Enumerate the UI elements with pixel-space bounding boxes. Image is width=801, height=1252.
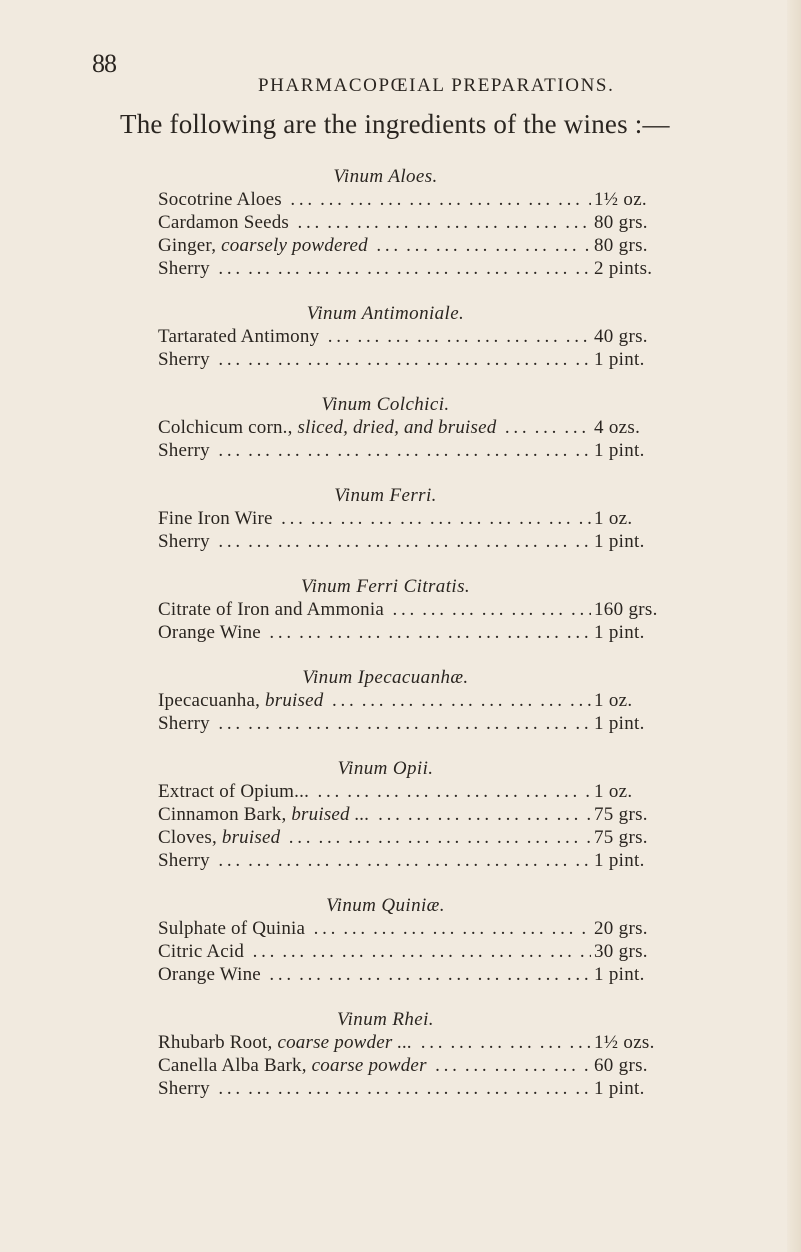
ingredient-quantity: 1 pint. bbox=[594, 1078, 645, 1099]
page-number: 88 bbox=[92, 49, 116, 78]
ingredient-row bbox=[158, 507, 773, 530]
ingredient-line bbox=[158, 1055, 591, 1076]
ingredient-name: Sherry bbox=[158, 258, 210, 279]
ingredient-quantity: 30 grs. bbox=[594, 941, 648, 962]
ingredient-name: Canella Alba Bark, bbox=[158, 1055, 307, 1076]
ingredient-row bbox=[158, 621, 773, 644]
ingredient-name: Sherry bbox=[158, 850, 210, 871]
ingredient-row bbox=[158, 348, 773, 371]
ingredient-cell bbox=[158, 1077, 591, 1100]
ingredient-quantity: 160 grs. bbox=[594, 599, 658, 620]
ingredient-name: Cinnamon Bark, bbox=[158, 804, 287, 825]
ingredient-cell bbox=[158, 803, 591, 826]
ingredient-line bbox=[158, 349, 591, 370]
ingredient-line bbox=[158, 531, 591, 552]
recipe-block bbox=[158, 393, 773, 462]
ingredient-quantity: 1 pint. bbox=[594, 850, 645, 871]
ingredient-line bbox=[158, 258, 591, 279]
recipe-title: Vinum Ferri. bbox=[334, 485, 437, 506]
ingredient-quantity: 75 grs. bbox=[594, 804, 648, 825]
ingredient-name: Fine Iron Wire bbox=[158, 508, 273, 529]
recipe-title: Vinum Colchici. bbox=[321, 394, 450, 415]
ingredient-name: Sulphate of Quinia bbox=[158, 918, 306, 939]
recipe-block bbox=[158, 165, 773, 280]
ingredient-note: coarsely powdered bbox=[221, 235, 368, 256]
recipe-block bbox=[158, 666, 773, 735]
ingredient-name: Ginger, bbox=[158, 235, 217, 256]
ingredient-line bbox=[158, 804, 591, 825]
ingredient-line bbox=[158, 713, 591, 734]
ingredient-row bbox=[158, 598, 773, 621]
recipe-title: Vinum Rhei. bbox=[337, 1009, 434, 1030]
ingredient-row bbox=[158, 849, 773, 872]
ingredient-name: Sherry bbox=[158, 713, 210, 734]
ingredient-cell bbox=[158, 712, 591, 735]
recipe-block bbox=[158, 1008, 773, 1100]
intro-sentence: The following are the ingredients of the wines :— bbox=[120, 109, 670, 139]
ingredient-line bbox=[158, 189, 591, 210]
ingredient-quantity: 1 pint. bbox=[594, 349, 645, 370]
ingredient-name: Rhubarb Root, bbox=[158, 1032, 273, 1053]
ingredient-row bbox=[158, 826, 773, 849]
ingredient-quantity: 1 pint. bbox=[594, 964, 645, 985]
ingredient-cell bbox=[158, 348, 591, 371]
ingredient-row bbox=[158, 439, 773, 462]
ingredient-row bbox=[158, 689, 773, 712]
ingredient-row bbox=[158, 803, 773, 826]
ingredient-cell bbox=[158, 621, 591, 644]
ingredient-name: Ipecacuanha, bbox=[158, 690, 261, 711]
ingredient-quantity: 40 grs. bbox=[594, 326, 648, 347]
ingredient-quantity: 4 ozs. bbox=[594, 417, 641, 438]
ingredient-quantity: 1 oz. bbox=[594, 508, 633, 529]
ingredient-cell bbox=[158, 849, 591, 872]
ingredient-row bbox=[158, 940, 773, 963]
ingredient-quantity: 80 grs. bbox=[594, 212, 648, 233]
ingredient-line bbox=[158, 212, 591, 233]
ingredient-row bbox=[158, 530, 773, 553]
ingredient-line bbox=[158, 941, 591, 962]
ingredient-row bbox=[158, 1054, 773, 1077]
ingredient-line bbox=[158, 781, 591, 802]
ingredient-cell bbox=[158, 1031, 591, 1054]
recipe-title: Vinum Opii. bbox=[337, 758, 434, 779]
ingredient-row bbox=[158, 963, 773, 986]
ingredient-line bbox=[158, 850, 591, 871]
ingredient-name: Sherry bbox=[158, 1078, 210, 1099]
ingredient-line bbox=[158, 417, 591, 438]
ingredient-line bbox=[158, 508, 591, 529]
ingredient-line bbox=[158, 599, 591, 620]
recipe-block bbox=[158, 575, 773, 644]
ingredient-quantity: 1 oz. bbox=[594, 781, 633, 802]
ingredient-quantity: 1 pint. bbox=[594, 622, 645, 643]
ingredient-cell bbox=[158, 530, 591, 553]
ingredient-quantity: 1½ oz. bbox=[594, 189, 647, 210]
ingredient-quantity: 20 grs. bbox=[594, 918, 648, 939]
ingredient-row bbox=[158, 780, 773, 803]
recipe-title: Vinum Ferri Citratis. bbox=[300, 576, 471, 597]
ingredient-line bbox=[158, 326, 591, 347]
ingredient-name: Extract of Opium... bbox=[158, 781, 310, 802]
ingredient-row bbox=[158, 712, 773, 735]
ingredient-cell bbox=[158, 780, 591, 803]
ingredient-row bbox=[158, 234, 773, 257]
ingredient-line bbox=[158, 1078, 591, 1099]
ingredient-quantity: 1 pint. bbox=[594, 440, 645, 461]
ingredient-row bbox=[158, 211, 773, 234]
ingredient-note: bruised ... bbox=[291, 804, 370, 825]
ingredient-cell bbox=[158, 234, 591, 257]
ingredient-name: Orange Wine bbox=[158, 622, 261, 643]
ingredient-name: Sherry bbox=[158, 349, 210, 370]
ingredient-row bbox=[158, 416, 773, 439]
recipe-block bbox=[158, 484, 773, 553]
ingredient-line bbox=[158, 690, 591, 711]
ingredient-row bbox=[158, 1031, 773, 1054]
ingredient-row bbox=[158, 325, 773, 348]
ingredient-cell bbox=[158, 507, 591, 530]
ingredient-line bbox=[158, 964, 591, 985]
ingredient-name: Citric Acid bbox=[158, 941, 245, 962]
ingredient-name: Cardamon Seeds bbox=[158, 212, 290, 233]
ingredient-cell bbox=[158, 325, 591, 348]
ingredient-line bbox=[158, 440, 591, 461]
ingredient-cell bbox=[158, 439, 591, 462]
ingredient-quantity: 75 grs. bbox=[594, 827, 648, 848]
ingredient-note: bruised bbox=[265, 690, 324, 711]
recipe-title: Vinum Antimoniale. bbox=[306, 303, 465, 324]
ingredient-name: Tartarated Antimony bbox=[158, 326, 320, 347]
page-edge bbox=[787, 0, 801, 1252]
ingredient-cell bbox=[158, 257, 591, 280]
ingredient-line bbox=[158, 622, 591, 643]
running-head: PHARMACOPŒIAL PREPARATIONS. bbox=[258, 75, 615, 96]
recipe-list bbox=[158, 165, 773, 1100]
ingredient-row bbox=[158, 257, 773, 280]
ingredient-row bbox=[158, 1077, 773, 1100]
ingredient-cell bbox=[158, 689, 591, 712]
ingredient-cell bbox=[158, 917, 591, 940]
ingredient-cell bbox=[158, 940, 591, 963]
ingredient-note: sliced, dried, and bruised bbox=[297, 417, 497, 438]
ingredient-note: bruised bbox=[221, 827, 281, 848]
ingredient-quantity: 1½ ozs. bbox=[594, 1032, 655, 1053]
ingredient-cell bbox=[158, 211, 591, 234]
ingredient-cell bbox=[158, 416, 591, 439]
ingredient-line bbox=[158, 918, 591, 939]
ingredient-name: Orange Wine bbox=[158, 964, 261, 985]
ingredient-name: Sherry bbox=[158, 440, 210, 461]
ingredient-quantity: 60 grs. bbox=[594, 1055, 648, 1076]
recipe-block bbox=[158, 302, 773, 371]
ingredient-cell bbox=[158, 826, 591, 849]
recipe-title: Vinum Quiniæ. bbox=[326, 895, 445, 916]
ingredient-cell bbox=[158, 963, 591, 986]
ingredient-quantity: 1 oz. bbox=[594, 690, 633, 711]
ingredient-row bbox=[158, 188, 773, 211]
ingredient-name: Cloves, bbox=[158, 827, 217, 848]
ingredient-name: Citrate of Iron and Ammonia bbox=[158, 599, 384, 620]
ingredient-cell bbox=[158, 1054, 591, 1077]
ingredient-name: Colchicum corn., bbox=[158, 417, 293, 438]
recipe-title: Vinum Ipecacuanhæ. bbox=[302, 667, 469, 688]
recipe-block bbox=[158, 757, 773, 872]
ingredient-line bbox=[158, 1032, 591, 1053]
ingredient-row bbox=[158, 917, 773, 940]
ingredient-quantity: 2 pints. bbox=[594, 258, 653, 279]
ingredient-line bbox=[158, 235, 591, 256]
ingredient-quantity: 80 grs. bbox=[594, 235, 648, 256]
ingredient-note: coarse powder bbox=[311, 1055, 427, 1076]
recipe-title: Vinum Aloes. bbox=[333, 166, 438, 187]
ingredient-cell bbox=[158, 188, 591, 211]
recipe-block bbox=[158, 894, 773, 986]
ingredient-note: coarse powder ... bbox=[277, 1032, 413, 1053]
ingredient-line bbox=[158, 827, 591, 848]
ingredient-name: Socotrine Aloes bbox=[158, 189, 282, 210]
ingredient-cell bbox=[158, 598, 591, 621]
ingredient-name: Sherry bbox=[158, 531, 210, 552]
ingredient-quantity: 1 pint. bbox=[594, 713, 645, 734]
ingredient-quantity: 1 pint. bbox=[594, 531, 645, 552]
